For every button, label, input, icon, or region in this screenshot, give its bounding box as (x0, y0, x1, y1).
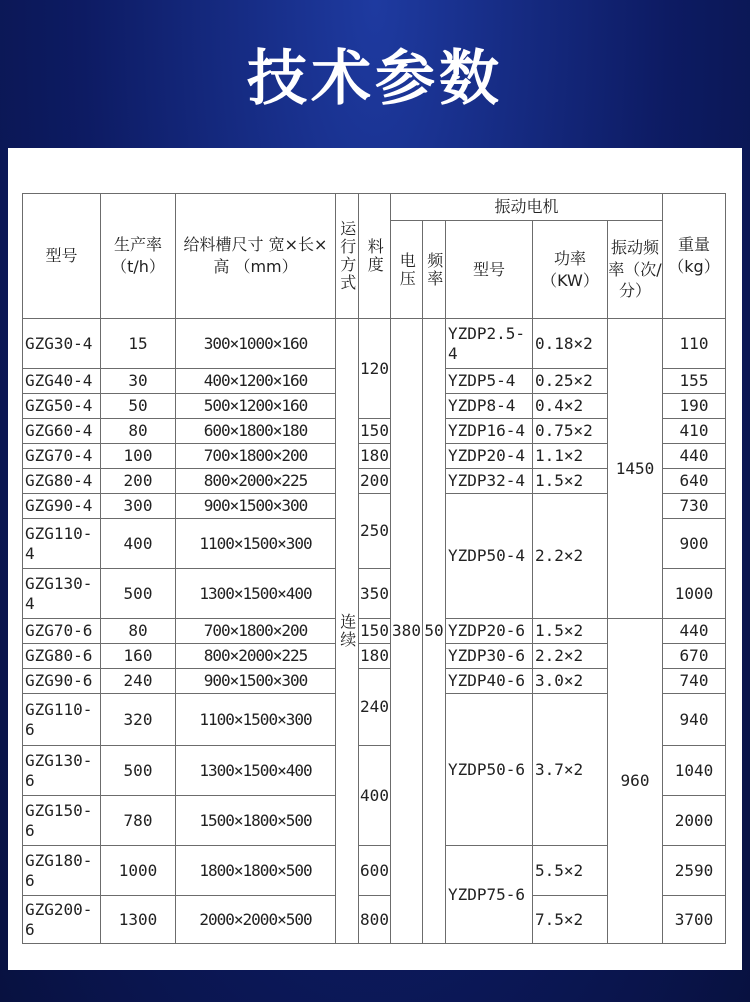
cell-capacity: 50 (100, 393, 176, 419)
cell-trough-size: 1300×1500×400 (175, 745, 336, 796)
cell-model: GZG80-6 (22, 643, 101, 669)
cell-trough-size: 700×1800×200 (175, 443, 336, 469)
header-voltage: 电压 (390, 220, 423, 319)
cell-weight: 640 (662, 468, 726, 494)
cell-weight: 670 (662, 643, 726, 669)
cell-frequency: 50 (422, 318, 446, 944)
cell-model: GZG30-4 (22, 318, 101, 369)
cell-operation-mode: 连续 (335, 318, 359, 944)
header-power: 功率 （KW） (532, 220, 608, 319)
cell-trough-size: 800×2000×225 (175, 643, 336, 669)
cell-trough-size: 600×1800×180 (175, 418, 336, 444)
cell-model: GZG70-6 (22, 618, 101, 644)
cell-model: GZG130-4 (22, 568, 101, 619)
cell-granularity: 350 (358, 568, 391, 619)
header-weight: 重量（kg） (662, 193, 726, 319)
cell-weight: 110 (662, 318, 726, 369)
cell-motor-model: YZDP50-6 (445, 693, 533, 846)
cell-power: 7.5×2 (532, 895, 608, 944)
cell-power: 1.5×2 (532, 468, 608, 494)
cell-vibration-frequency: 1450 (607, 318, 663, 619)
cell-model: GZG70-4 (22, 443, 101, 469)
cell-capacity: 320 (100, 693, 176, 746)
cell-capacity: 80 (100, 618, 176, 644)
cell-motor-model: YZDP50-4 (445, 493, 533, 619)
cell-weight: 940 (662, 693, 726, 746)
cell-trough-size: 400×1200×160 (175, 368, 336, 394)
cell-trough-size: 700×1800×200 (175, 618, 336, 644)
spec-table-sheet (8, 148, 742, 970)
cell-trough-size: 300×1000×160 (175, 318, 336, 369)
cell-trough-size: 900×1500×300 (175, 668, 336, 694)
cell-motor-model: YZDP20-6 (445, 618, 533, 644)
cell-weight: 155 (662, 368, 726, 394)
cell-model: GZG130-6 (22, 745, 101, 796)
cell-granularity: 120 (358, 318, 391, 419)
cell-power: 0.4×2 (532, 393, 608, 419)
cell-power: 2.2×2 (532, 643, 608, 669)
cell-granularity: 800 (358, 895, 391, 944)
cell-trough-size: 800×2000×225 (175, 468, 336, 494)
cell-power: 1.5×2 (532, 618, 608, 644)
header-frequency: 频率 (422, 220, 446, 319)
cell-power: 2.2×2 (532, 493, 608, 619)
cell-motor-model: YZDP5-4 (445, 368, 533, 394)
page-title: 技术参数 (247, 44, 503, 114)
cell-granularity: 400 (358, 745, 391, 846)
cell-power: 0.25×2 (532, 368, 608, 394)
cell-power: 3.7×2 (532, 693, 608, 846)
cell-weight: 1040 (662, 745, 726, 796)
header-vibration-frequency: 振动频率（次/分） (607, 220, 663, 319)
header-model: 型号 (22, 193, 101, 319)
cell-model: GZG90-4 (22, 493, 101, 519)
cell-trough-size: 2000×2000×500 (175, 895, 336, 944)
cell-motor-model: YZDP8-4 (445, 393, 533, 419)
cell-capacity: 1000 (100, 845, 176, 896)
cell-motor-model: YZDP20-4 (445, 443, 533, 469)
cell-granularity: 240 (358, 668, 391, 746)
cell-motor-model: YZDP75-6 (445, 845, 533, 944)
cell-granularity: 200 (358, 468, 391, 494)
cell-weight: 1000 (662, 568, 726, 619)
cell-capacity: 80 (100, 418, 176, 444)
cell-capacity: 500 (100, 745, 176, 796)
cell-weight: 3700 (662, 895, 726, 944)
cell-motor-model: YZDP40-6 (445, 668, 533, 694)
header-vibration-motor: 振动电机 (390, 193, 663, 221)
header-capacity: 生产率（t/h） (100, 193, 176, 319)
cell-weight: 410 (662, 418, 726, 444)
cell-power: 3.0×2 (532, 668, 608, 694)
cell-model: GZG60-4 (22, 418, 101, 444)
header-operation: 运行方式 (335, 193, 359, 319)
cell-power: 0.75×2 (532, 418, 608, 444)
cell-model: GZG40-4 (22, 368, 101, 394)
cell-power: 1.1×2 (532, 443, 608, 469)
cell-capacity: 100 (100, 443, 176, 469)
cell-granularity: 150 (358, 618, 391, 644)
cell-capacity: 780 (100, 795, 176, 846)
cell-power: 0.18×2 (532, 318, 608, 369)
cell-capacity: 400 (100, 518, 176, 569)
cell-capacity: 15 (100, 318, 176, 369)
cell-motor-model: YZDP16-4 (445, 418, 533, 444)
cell-capacity: 160 (100, 643, 176, 669)
cell-capacity: 30 (100, 368, 176, 394)
cell-power: 5.5×2 (532, 845, 608, 896)
header-trough-size: 给料槽尺寸 宽×长×高 （mm） (175, 193, 336, 319)
cell-granularity: 250 (358, 493, 391, 569)
cell-granularity: 150 (358, 418, 391, 444)
cell-weight: 440 (662, 443, 726, 469)
cell-weight: 740 (662, 668, 726, 694)
cell-voltage: 380 (390, 318, 423, 944)
cell-granularity: 600 (358, 845, 391, 896)
cell-motor-model: YZDP32-4 (445, 468, 533, 494)
cell-model: GZG80-4 (22, 468, 101, 494)
cell-trough-size: 1100×1500×300 (175, 518, 336, 569)
cell-weight: 900 (662, 518, 726, 569)
cell-granularity: 180 (358, 643, 391, 669)
cell-vibration-frequency: 960 (607, 618, 663, 944)
cell-model: GZG50-4 (22, 393, 101, 419)
cell-model: GZG150-6 (22, 795, 101, 846)
cell-capacity: 1300 (100, 895, 176, 944)
cell-trough-size: 1800×1800×500 (175, 845, 336, 896)
cell-model: GZG110-4 (22, 518, 101, 569)
cell-model: GZG110-6 (22, 693, 101, 746)
cell-weight: 440 (662, 618, 726, 644)
cell-capacity: 300 (100, 493, 176, 519)
cell-trough-size: 1300×1500×400 (175, 568, 336, 619)
cell-weight: 190 (662, 393, 726, 419)
header-motor-model: 型号 (445, 220, 533, 319)
cell-granularity: 180 (358, 443, 391, 469)
cell-model: GZG90-6 (22, 668, 101, 694)
cell-capacity: 240 (100, 668, 176, 694)
cell-model: GZG180-6 (22, 845, 101, 896)
cell-trough-size: 1500×1800×500 (175, 795, 336, 846)
header-granularity: 料度 (358, 193, 391, 319)
cell-weight: 730 (662, 493, 726, 519)
cell-model: GZG200-6 (22, 895, 101, 944)
cell-motor-model: YZDP30-6 (445, 643, 533, 669)
cell-capacity: 200 (100, 468, 176, 494)
cell-weight: 2590 (662, 845, 726, 896)
cell-capacity: 500 (100, 568, 176, 619)
cell-trough-size: 500×1200×160 (175, 393, 336, 419)
cell-motor-model: YZDP2.5-4 (445, 318, 533, 369)
cell-trough-size: 900×1500×300 (175, 493, 336, 519)
cell-weight: 2000 (662, 795, 726, 846)
cell-trough-size: 1100×1500×300 (175, 693, 336, 746)
